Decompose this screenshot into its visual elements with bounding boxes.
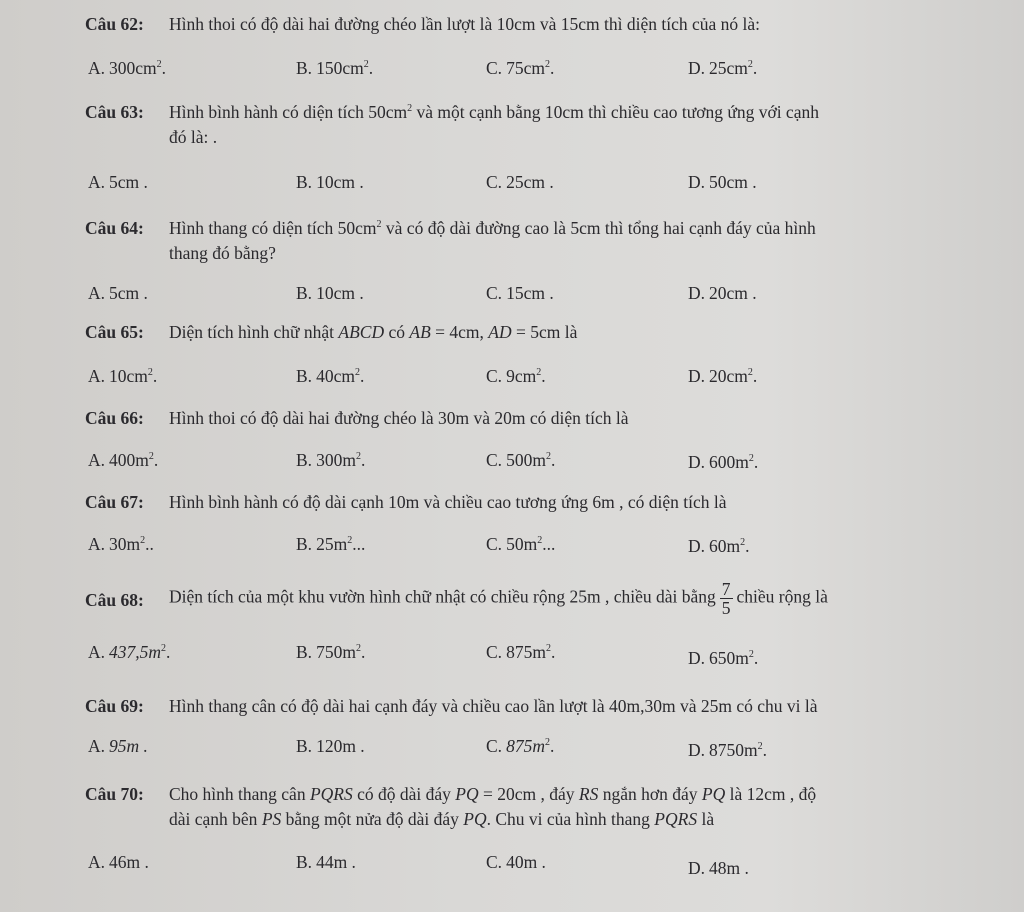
question-number: Câu 68: (85, 590, 144, 610)
question-64 (85, 216, 995, 268)
option-d[interactable]: D. $60m^2$. (688, 536, 750, 556)
answer-options-66 (88, 450, 908, 476)
question-number: Câu 65: (85, 322, 144, 342)
option-c[interactable]: C. 25cm . (486, 172, 554, 192)
question-number: Câu 62: (85, 14, 144, 34)
option-b[interactable]: B. 44m . (296, 852, 356, 872)
question-number: Câu 70: (85, 784, 144, 804)
question-number: Câu 64: (85, 218, 144, 238)
option-d[interactable]: D. $8750m^2$. (688, 740, 768, 760)
option-a[interactable]: A. 5cm . (88, 283, 148, 303)
option-c[interactable]: C. $500m^2$. (486, 450, 556, 470)
question-62 (85, 12, 995, 37)
question-text: Diện tích của một khu vườn hình chữ nhật có chiều rộng 25m , chiều dài bằng $\frac{7}{5}$ chiều rộng là (169, 579, 828, 618)
question-text: Hình thoi có độ dài hai đường chéo lần lượt là 10cm và 15cm thì diện tích của nó là: (169, 14, 761, 34)
option-d[interactable]: D. $650m^2$. (688, 648, 759, 668)
question-text: Hình thoi có độ dài hai đường chéo là 30m và 20m có diện tích là (169, 408, 629, 428)
question-text: Diện tích hình chữ nhật ABCD có AB = 4cm, AD = 5cm là (169, 322, 578, 342)
option-b[interactable]: B. $750m^2$. (296, 642, 366, 662)
option-d[interactable]: D. $25cm^2$. (688, 58, 758, 78)
question-70 (85, 782, 995, 834)
option-b[interactable]: B. 120m . (296, 736, 365, 756)
option-c[interactable]: C. 40m . (486, 852, 546, 872)
question-68 (85, 579, 995, 618)
option-c[interactable]: C. $75cm^2$. (486, 58, 555, 78)
question-text: Hình thang cân có độ dài hai cạnh đáy và chiều cao lần lượt là 40m,30m và 25m có chu vi là (169, 696, 818, 716)
question-text: Hình thang có diện tích $50cm^2$ và có độ dài đường cao là 5cm thì tổng hai cạnh đáy của hình thang đó bằng? (169, 218, 816, 263)
option-b[interactable]: B. $40cm^2$. (296, 366, 365, 386)
option-c[interactable]: C. $875m^2$. (486, 642, 556, 662)
option-d[interactable]: D. $20cm^2$. (688, 366, 758, 386)
answer-options-68 (88, 642, 908, 668)
question-number: Câu 66: (85, 408, 144, 428)
option-d[interactable]: D. 20cm . (688, 283, 757, 303)
option-b[interactable]: B. 10cm . (296, 283, 364, 303)
option-c[interactable]: C. 15cm . (486, 283, 554, 303)
question-65 (85, 320, 995, 345)
question-number: Câu 69: (85, 696, 144, 716)
option-a[interactable]: A. $437,5m^2$. (88, 642, 171, 662)
option-a[interactable]: A. 46m . (88, 852, 149, 872)
option-c[interactable]: C. $50m^2$... (486, 534, 556, 554)
answer-options-69 (88, 736, 908, 762)
option-b[interactable]: B. $300m^2$. (296, 450, 366, 470)
option-d[interactable]: D. 50cm . (688, 172, 757, 192)
option-a[interactable]: A. $400m^2$. (88, 450, 159, 470)
option-a[interactable]: A. $10cm^2$. (88, 366, 158, 386)
option-b[interactable]: B. 10cm . (296, 172, 364, 192)
option-d[interactable]: D. $600m^2$. (688, 452, 759, 472)
answer-options-64 (88, 283, 908, 309)
answer-options-63 (88, 172, 908, 198)
option-b[interactable]: B. $25m^2$... (296, 534, 366, 554)
question-66 (85, 406, 995, 431)
question-63 (85, 100, 995, 152)
answer-options-62 (88, 58, 908, 84)
question-text: Hình bình hành có độ dài cạnh 10m và chiều cao tương ứng 6m , có diện tích là (169, 492, 727, 512)
question-69 (85, 694, 995, 719)
question-67 (85, 490, 995, 515)
option-c[interactable]: C. $875m^2$. (486, 736, 555, 756)
question-text: Hình bình hành có diện tích $50cm^2$ và một cạnh bằng 10cm thì chiều cao tương ứng với cạnh đó là: . (169, 102, 819, 147)
option-b[interactable]: B. $150cm^2$. (296, 58, 374, 78)
option-d[interactable]: D. 48m . (688, 858, 749, 878)
question-number: Câu 63: (85, 102, 144, 122)
answer-options-70 (88, 852, 908, 878)
option-c[interactable]: C. $9cm^2$. (486, 366, 546, 386)
option-a[interactable]: A. $30m^2$.. (88, 534, 154, 554)
question-text: Cho hình thang cân PQRS có độ dài đáy PQ = 20cm , đáy RS ngắn hơn đáy PQ là 12cm , độ dài cạnh bên PS bằng một nửa độ dài đáy PQ. Chu vi của hình thang PQRS là (169, 784, 817, 829)
option-a[interactable]: A. $300cm^2$. (88, 58, 167, 78)
fraction-seven-fifths: $\frac{7}{5}$ (721, 579, 731, 618)
question-number: Câu 67: (85, 492, 144, 512)
answer-options-67 (88, 534, 908, 560)
option-a[interactable]: A. 5cm . (88, 172, 148, 192)
option-a[interactable]: A. 95m . (88, 736, 148, 756)
answer-options-65 (88, 366, 908, 392)
